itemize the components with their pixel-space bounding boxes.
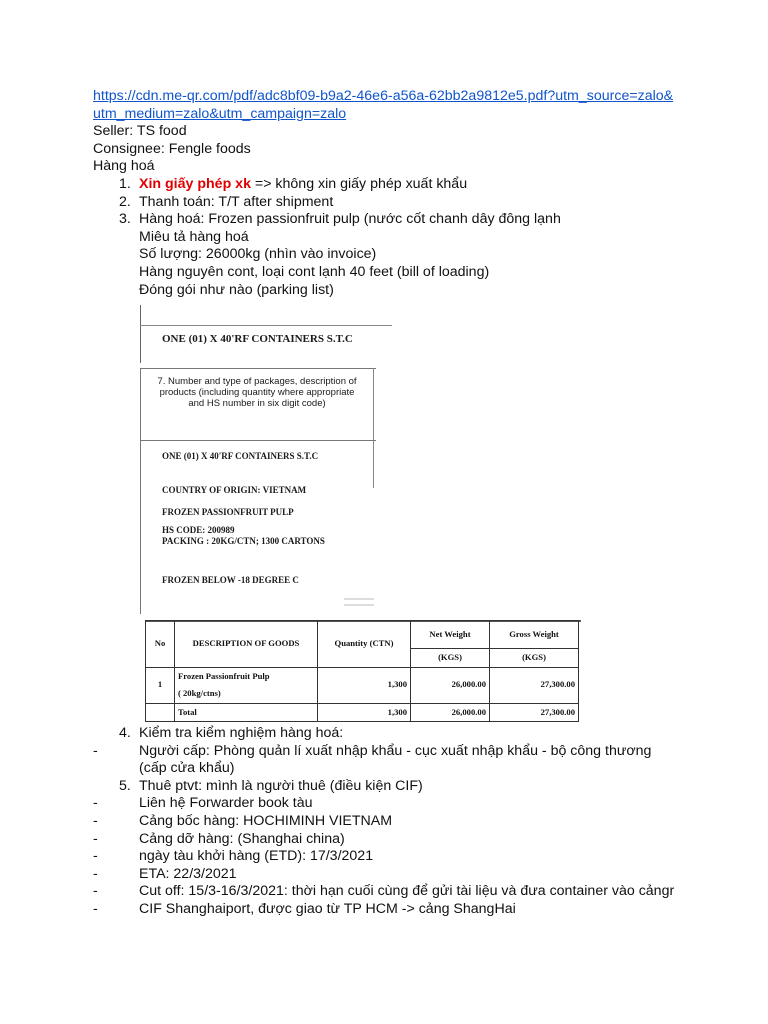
pdf-link-line1[interactable]: https://cdn.me-qr.com/pdf/adc8bf09-b9a2-46e6-a56a-62bb2a9812e5.pdf?utm_source=zalo& <box>93 88 674 104</box>
scanned-packages-image <box>140 368 376 614</box>
frozen-text: FROZEN BELOW -18 DEGREE C <box>162 575 299 585</box>
list-item: - Liên hệ Forwarder book tàu <box>93 795 313 812</box>
list-item: - Cut off: 15/3-16/3/2021: thời hạn cuối cùng để gửi tài liệu và đưa container vào cảngr <box>93 883 675 900</box>
list-item: (cấp cửa khẩu) <box>139 760 235 777</box>
seller-line: Seller: TS food <box>93 123 187 140</box>
containers-text: ONE (01) X 40'RF CONTAINERS S.T.C <box>162 451 319 461</box>
list-number: 2. <box>119 193 131 210</box>
cell-quantity: 1,300 <box>318 667 411 703</box>
document-body-continued <box>93 725 733 919</box>
pdf-link-line2[interactable]: utm_medium=zalo&utm_campaign=zalo <box>93 105 347 122</box>
col-header-description: DESCRIPTION OF GOODS <box>175 621 318 668</box>
list-item: - ETA: 22/3/2021 <box>93 865 237 882</box>
list-item <box>93 211 733 229</box>
cell-description: Frozen Passionfruit Pulp ( 20kg/ctns) <box>175 667 318 703</box>
sub-item: Miêu tả hàng hoá <box>139 228 249 245</box>
total-quantity: 1,300 <box>318 703 411 722</box>
cell-no: 1 <box>146 667 175 703</box>
sub-item: Hàng nguyên cont, loại cont lạnh 40 feet (bill of loading) <box>139 263 490 280</box>
total-label: Total <box>175 703 318 722</box>
scanned-containers-image <box>140 305 392 363</box>
list-item <box>93 194 733 212</box>
packages-header: 7. Number and type of packages, description of products (including quantity where appropriate and HS number in six digit code) <box>157 376 357 409</box>
sub-item: Số lượng: 26000kg (nhìn vào invoice) <box>139 246 377 263</box>
hs-code-text: HS CODE: 200989 <box>162 525 235 535</box>
packing-text: PACKING : 20KG/CTN; 1300 CARTONS <box>162 536 325 546</box>
containers-text: ONE (01) X 40'RF CONTAINERS S.T.C <box>162 333 353 345</box>
col-header-quantity: Quantity (CTN) <box>318 621 411 668</box>
total-gross-weight: 27,300.00 <box>490 703 579 722</box>
document-body <box>93 88 733 299</box>
goods-table <box>145 620 579 722</box>
list-item: - Người cấp: Phòng quản lí xuất nhập khẩu - cục xuất nhập khẩu - bộ công thương <box>93 742 652 759</box>
cell-gross-weight: 27,300.00 <box>490 667 579 703</box>
table-row <box>146 667 579 703</box>
list-item: 5. Thuê ptvt: mình là người thuê (điều kiện CIF) <box>119 777 423 794</box>
consignee-line: Consignee: Fengle foods <box>93 140 251 157</box>
net-weight-unit: (KGS) <box>411 649 490 668</box>
total-net-weight: 26,000.00 <box>411 703 490 722</box>
list-item: - Cảng dỡ hàng: (Shanghai china) <box>93 830 345 847</box>
scanned-goods-table-image <box>145 620 581 724</box>
list-item: - ngày tàu khởi hàng (ETD): 17/3/2021 <box>93 848 374 865</box>
list-number: 3. <box>119 211 131 228</box>
product-text: FROZEN PASSIONFRUIT PULP <box>162 507 294 517</box>
list-number: 1. <box>119 175 131 192</box>
gross-weight-unit: (KGS) <box>490 649 579 668</box>
list-item: 4. Kiểm tra kiểm nghiệm hàng hoá: <box>119 725 344 741</box>
list-item <box>93 176 733 194</box>
list-item-text: Hàng hoá: Frozen passionfruit pulp (nước cốt chanh dây đông lạnh <box>139 211 561 228</box>
list-item-text: => không xin giấy phép xuất khẩu <box>250 175 468 192</box>
origin-text: COUNTRY OF ORIGIN: VIETNAM <box>162 485 307 495</box>
table-total-row <box>146 703 579 722</box>
sub-item: Đóng gói như nào (parking list) <box>139 281 334 298</box>
col-header-net-weight: Net Weight <box>411 621 490 649</box>
pdf-link[interactable] <box>93 88 733 123</box>
list-item-text: Thanh toán: T/T after shipment <box>139 193 334 210</box>
goods-heading: Hàng hoá <box>93 158 155 175</box>
col-header-gross-weight: Gross Weight <box>490 621 579 649</box>
export-permit-label: Xin giấy phép xk <box>139 175 251 192</box>
cell-net-weight: 26,000.00 <box>411 667 490 703</box>
list-item: - Cảng bốc hàng: HOCHIMINH VIETNAM <box>93 812 393 829</box>
col-header-no: No <box>146 621 175 668</box>
list-item: - CIF Shanghaiport, được giao từ TP HCM -> cảng ShangHai <box>93 900 516 917</box>
